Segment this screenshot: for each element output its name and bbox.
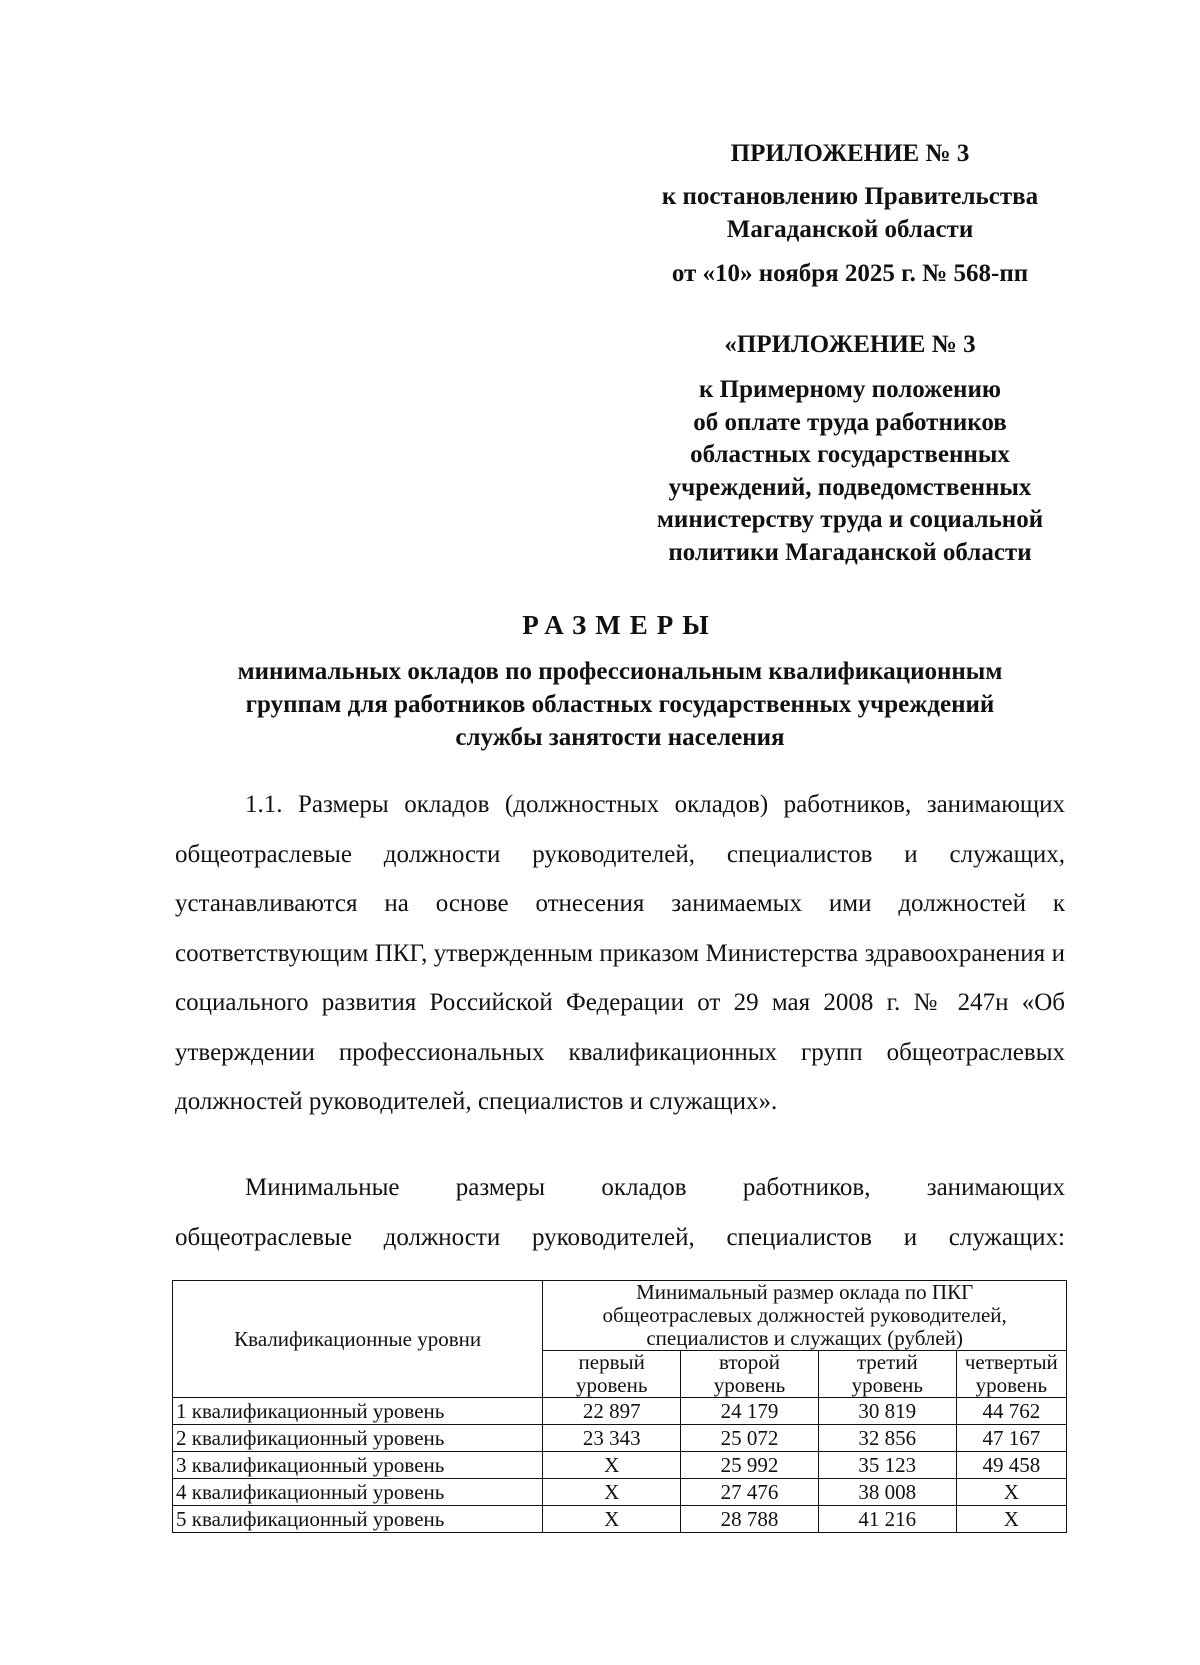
appendix-2-line: политики Магаданской области [668,538,1032,566]
appendix-1-title: ПРИЛОЖЕНИЕ № 3 [730,140,970,167]
appendix-2-body [585,374,1115,569]
header-min-salary-line: общеотраслевых должностей руководителей, [602,1303,1007,1327]
table-cell: Х [543,1479,681,1506]
table-row [173,1506,1067,1533]
paragraph-1 [175,780,1065,1127]
header-level-2 [681,1351,819,1398]
level-label: четвертый [964,1350,1058,1374]
table-row [173,1398,1067,1425]
appendix-2-line: об оплате труда работников [693,408,1007,436]
table-cell: Х [956,1479,1066,1506]
paragraph-2-line-2: общеотраслевые должности руководителей, специалистов и служащих: [175,1223,1065,1251]
row-label: 5 квалификационный уровень [173,1506,543,1533]
appendix-1-line-2: Магаданской области [726,216,974,243]
row-label: 3 квалификационный уровень [173,1452,543,1479]
appendix-2-line: к Примерному положению [699,376,1001,403]
paragraph-2 [175,1163,1065,1262]
table-row [173,1479,1067,1506]
header-qualification-levels: Квалификационные уровни [173,1281,543,1398]
table-cell: 44 762 [956,1398,1066,1425]
table-cell: 32 856 [818,1425,956,1452]
table-cell: 25 992 [681,1452,819,1479]
table-cell: 49 458 [956,1452,1066,1479]
table-row [173,1452,1067,1479]
table-cell: 23 343 [543,1425,681,1452]
level-label: третий [856,1350,918,1374]
appendix-1-line-1: к постановлению Правительства [661,183,1039,210]
table-cell: Х [543,1452,681,1479]
table-cell: 38 008 [818,1479,956,1506]
table-cell: 27 476 [681,1479,819,1506]
header-min-salary [543,1281,1067,1351]
level-label: второй [718,1350,780,1374]
appendix-1-line-3: от «10» ноября 2025 г. № 568-пп [671,260,1029,287]
table-cell: 30 819 [818,1398,956,1425]
subheading-line: минимальных окладов по профессиональным квалификационным [237,658,1003,685]
table-cell: 41 216 [818,1506,956,1533]
header-min-salary-line: специалистов и служащих (рублей) [646,1326,963,1350]
row-label: 1 квалификационный уровень [173,1398,543,1425]
table-cell: 28 788 [681,1506,819,1533]
salary-table [172,1280,1067,1533]
subheading-line: группам для работников областных государственных учреждений [245,691,995,718]
level-label: уровень [851,1373,923,1397]
header-min-salary-line: Минимальный размер оклада по ПКГ [636,1280,974,1304]
header-level-3 [818,1351,956,1398]
level-label: уровень [975,1373,1048,1397]
appendix-2-line: министерству труда и социальной [656,506,1044,533]
table-cell: Х [956,1506,1066,1533]
document-heading: РАЗМЕРЫ [522,610,718,640]
level-label: уровень [713,1373,786,1397]
table-cell: Х [543,1506,681,1533]
table-cell: 22 897 [543,1398,681,1425]
table-cell: 47 167 [956,1425,1066,1452]
level-label: первый [578,1350,645,1374]
level-label: уровень [575,1373,648,1397]
table-cell: 25 072 [681,1425,819,1452]
subheading-line: службы занятости населения [455,724,785,751]
paragraph-2-line-1: Минимальные размеры окладов работников, занимающих [245,1174,1065,1201]
row-label: 4 квалификационный уровень [173,1479,543,1506]
paragraph-1-text: 1.1. Размеры окладов (должностных окладов) работников, занимающих общеотраслевые должности руководителей, специалистов и служащих, устанавливаются на основе отнесения занимаемых ими должностей к соответствующим ПКГ, утвержденным приказом Министерства здравоохранения и социального развития Российской Федерации от 29 мая 2008 г. № 247н «Об утверждении профессиональных квалификационных групп общеотраслевых должностей руководителей, специалистов и служащих». [175,791,1065,1115]
table-cell: 35 123 [818,1452,956,1479]
header-level-1 [543,1351,681,1398]
appendix-2-line: областных государственных [690,441,1010,468]
row-label: 2 квалификационный уровень [173,1425,543,1452]
appendix-2-title: «ПРИЛОЖЕНИЕ № 3 [724,331,976,358]
appendix-2-line: учреждений, подведомственных [668,473,1032,501]
table-header-row [173,1281,1067,1351]
table-cell: 24 179 [681,1398,819,1425]
table-row [173,1425,1067,1452]
document-subheading [170,655,1070,754]
header-level-4 [956,1351,1066,1398]
